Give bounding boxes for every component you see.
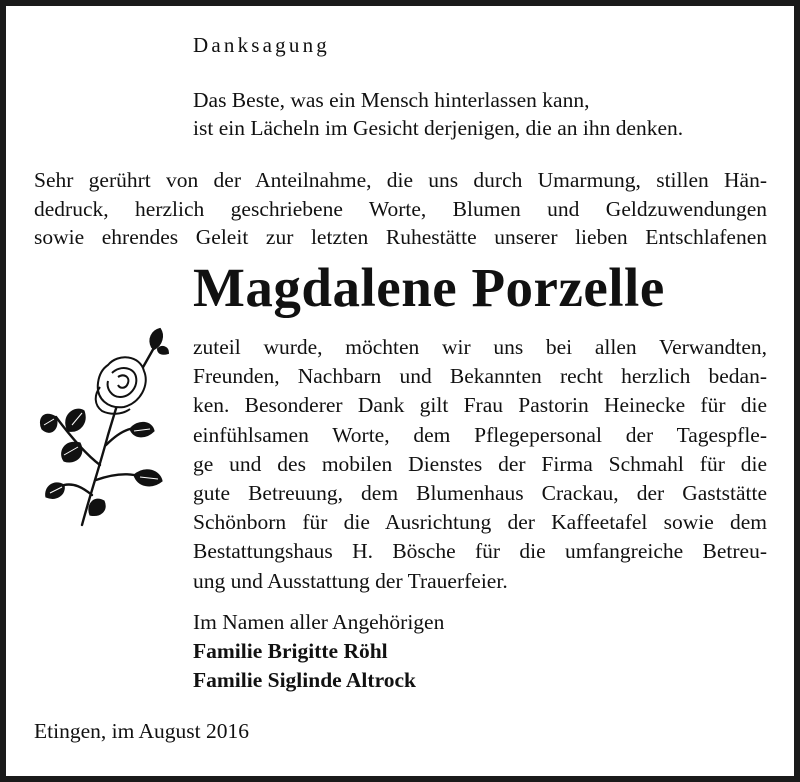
body-line: zuteil wurde, möchten wir uns bei allen Verwandten, <box>193 335 767 359</box>
rose-icon <box>34 325 172 530</box>
place-date: Etingen, im August 2016 <box>34 719 249 743</box>
body-line: einfühlsamen Worte, dem Pflegepersonal der Tagespfle- <box>193 422 767 447</box>
notice-heading: Danksagung <box>193 33 330 57</box>
body-line: Freunden, Nachbarn und Bekannten recht herzlich bedan- <box>193 364 767 389</box>
quote-line: ist ein Lächeln im Gesicht derjenigen, die an ihn denken. <box>193 116 684 140</box>
body-line: Bestattungshaus H. Bösche für die umfangreiche Betreu- <box>193 539 767 564</box>
intro-line: dedruck, herzlich geschriebene Worte, Blumen und Geldzuwendungen <box>34 196 767 221</box>
family-name: Familie Siglinde Altrock <box>193 668 416 692</box>
body-line: gute Betreuung, dem Blumenhaus Crackau, der Gaststätte <box>193 481 767 506</box>
closing-block <box>193 608 444 695</box>
body-line: ge und des mobilen Dienstes der Firma Schmahl für die <box>193 451 767 476</box>
memorial-quote <box>193 86 683 142</box>
body-line: ken. Besonderer Dank gilt Frau Pastorin Heinecke für die <box>193 393 767 418</box>
intro-paragraph <box>34 166 767 252</box>
closing-intro: Im Namen aller Angehörigen <box>193 610 445 634</box>
intro-line: sowie ehrendes Geleit zur letzten Ruhestätte unserer lieben Entschlafenen <box>34 225 767 249</box>
intro-line: Sehr gerührt von der Anteilnahme, die uns durch Umarmung, stillen Hän- <box>34 168 767 192</box>
family-name: Familie Brigitte Röhl <box>193 639 388 663</box>
body-line: Schönborn für die Ausrichtung der Kaffeetafel sowie dem <box>193 510 767 535</box>
quote-line: Das Beste, was ein Mensch hinterlassen kann, <box>193 88 590 112</box>
deceased-name: Magdalene Porzelle <box>193 257 665 318</box>
body-line: ung und Ausstattung der Trauerfeier. <box>193 568 508 593</box>
body-paragraph <box>193 333 767 596</box>
